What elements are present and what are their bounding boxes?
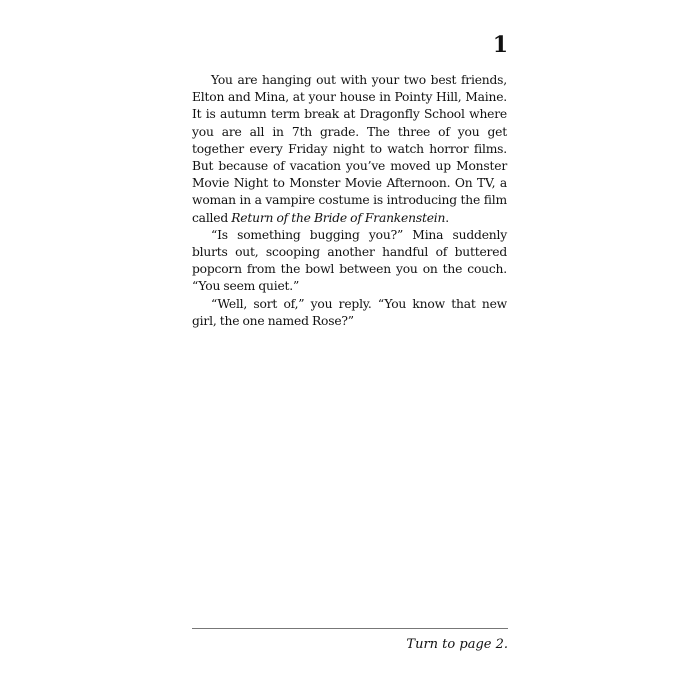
turn-to-page-instruction: Turn to page 2.	[406, 637, 508, 652]
paragraph-2: “Is something bugging you?” Mina suddenly blurts out, scooping another handful of buttered popcorn from the bowl between you on the couch. “You seem quiet.”	[192, 227, 507, 294]
page-number: 1	[492, 32, 508, 58]
paragraph-1	[192, 72, 507, 227]
paragraph-1-end: .	[445, 210, 449, 225]
paragraph-3: “Well, sort of,” you reply. “You know that new girl, the one named Rose?”	[192, 296, 507, 328]
paragraph-1-text: You are hanging out with your two best friends, Elton and Mina, at your house in Pointy Hill, Maine. It is autumn term break at Dragonfly School where you are all in 7th grade. The three of you get together every Friday night to watch horror films. But because of vacation you’ve moved up Monster Movie Night to Monster Movie Afternoon. On TV, a woman in a vampire costume is introducing the film called	[192, 73, 507, 225]
footer-divider	[192, 628, 508, 629]
story-text	[192, 72, 507, 330]
film-title: Return of the Bride of Frankenstein	[231, 210, 446, 225]
